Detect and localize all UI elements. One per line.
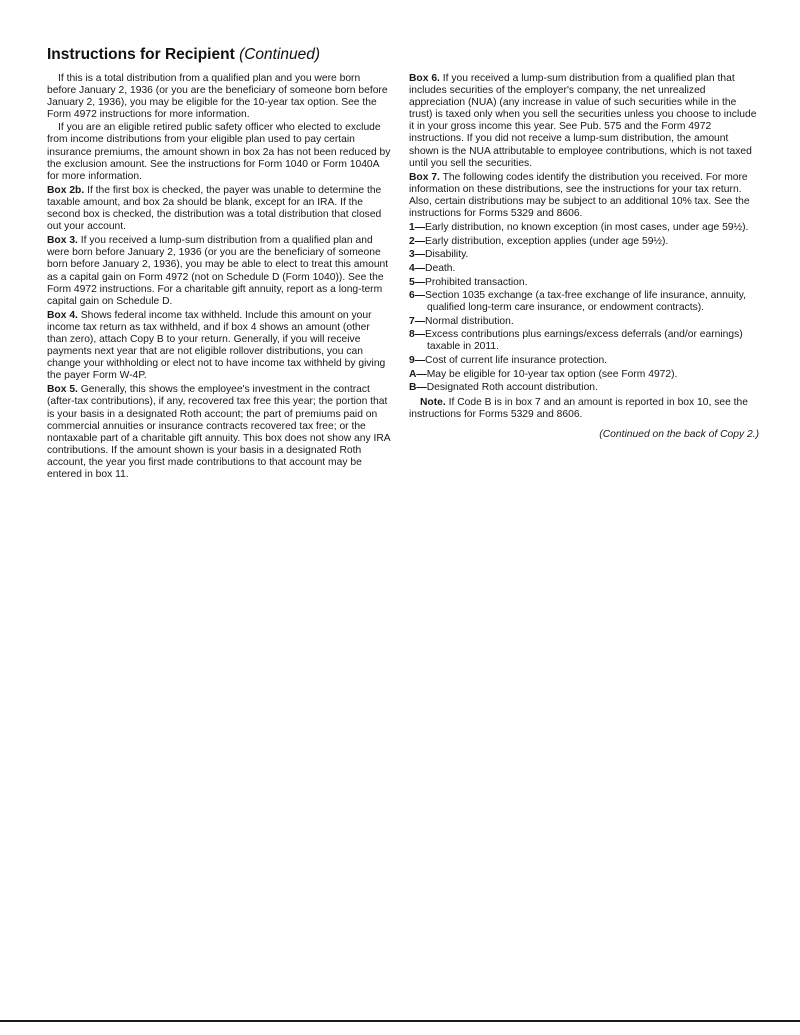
box-3-label: Box 3.: [47, 235, 78, 247]
instructions-page: [47, 46, 759, 482]
box-5-paragraph: [47, 384, 391, 481]
code-3-text: Disability.: [425, 249, 469, 261]
code-item-8: [409, 329, 759, 353]
right-column: [409, 73, 759, 441]
code-2-label: 2—: [409, 235, 426, 247]
code-item-5: [409, 277, 759, 289]
box-5-label: Box 5.: [47, 384, 78, 396]
box-4-paragraph: [47, 310, 391, 383]
code-9-label: 9—: [409, 355, 426, 367]
code-4-label: 4—: [409, 262, 426, 274]
page-title-text: Instructions for Recipient: [47, 46, 235, 63]
box-6-paragraph: [409, 73, 759, 170]
code-item-B: [409, 382, 759, 394]
box-2b-text: If the first box is checked, the payer was unable to determine the taxable amount, and box 2a should be blank, except for an IRA. If the second box is checked, the distribution was a total distribution that closed out your account.: [47, 184, 382, 233]
box-7-label: Box 7.: [409, 171, 440, 183]
code-7-text: Normal distribution.: [425, 315, 514, 327]
intro-paragraph-1: If this is a total distribution from a qualified plan and you were born before January 2, 1936 (or you are the beneficiary of someone born before January 2, 1936), you may be eligible for the 10-year tax option. See the Form 4972 instructions for more information.: [47, 73, 388, 121]
note-text: If Code B is in box 7 and an amount is reported in box 10, see the instructions for Forms 5329 and 8606.: [409, 397, 748, 421]
box-6-label: Box 6.: [409, 73, 440, 84]
code-4-text: Death.: [425, 262, 456, 274]
code-5-label: 5—: [409, 276, 426, 288]
code-8-label: 8—: [409, 329, 426, 341]
box-4-text: Shows federal income tax withheld. Include this amount on your income tax return as tax withheld, and if box 4 shows an amount (other than zero), attach Copy B to your return. Generally, if you will receive payments next year that are not eligible rollover distributions, you can change your withholding or elect not to have income tax withheld by giving the payer Form W-4P.: [47, 309, 386, 382]
code-6-label: 6—: [409, 290, 426, 302]
code-2-text: Early distribution, exception applies (under age 59½).: [425, 235, 669, 247]
code-item-7: [409, 316, 759, 328]
code-item-4: [409, 263, 759, 275]
left-column: [47, 73, 391, 482]
page-bottom-rule: [0, 1020, 800, 1022]
box-4-label: Box 4.: [47, 309, 78, 321]
code-item-A: [409, 369, 759, 381]
code-9-text: Cost of current life insurance protection.: [425, 355, 608, 367]
code-a-text: May be eligible for 10-year tax option (see Form 4972).: [426, 368, 678, 380]
box-2b-label: Box 2b.: [47, 184, 85, 196]
page-title: [47, 46, 759, 64]
code-b-text: Designated Roth account distribution.: [426, 382, 598, 394]
code-item-9: [409, 355, 759, 367]
intro-paragraph-2: If you are an eligible retired public safety officer who elected to exclude from income distributions from your eligible plan used to pay certain insurance premiums, the amount shown in box 2a has not been reduced by the exclusion amount. See the instructions for Form 1040 or Form 1040A for more information.: [47, 122, 391, 182]
code-b-label: B—: [409, 382, 427, 394]
box-3-text: If you received a lump-sum distribution from a qualified plan and were born before January 2, 1936 (or you are the beneficiary of someone born before January 2, 1936), you may be able to elect to treat this amount as a capital gain on Form 4972 (not on Schedule D (Form 1040)). See the Form 4972 instructions. For a charitable gift annuity, report as a long-term capital gain on Schedule D.: [47, 235, 389, 307]
box-6-text: If you received a lump-sum distribution from a qualified plan that includes securities of the employer's company, the net unrealized appreciation (NUA) (any increase in value of such securities while in the trust) is taxed only when you sell the securities unless you choose to include it in your gross income this year. See Pub. 575 and the Form 4972 instructions. If you did not receive a lump-sum distribution, the amount shown is the NUA attributable to employee contributions, which is not taxed until you sell the securities.: [409, 73, 757, 169]
box-7-text: The following codes identify the distribution you received. For more information on these distributions, see the instructions for your tax return. Also, certain distributions may be subject to an additional 10% tax. See the instructions for Forms 5329 and 8606.: [409, 171, 750, 220]
code-1-text: Early distribution, no known exception (in most cases, under age 59½).: [425, 222, 749, 234]
code-1-label: 1—: [409, 222, 426, 234]
code-item-1: [409, 222, 759, 234]
code-item-3: [409, 249, 759, 261]
code-item-2: [409, 236, 759, 248]
code-6-text: Section 1035 exchange (a tax-free exchange of life insurance, annuity, qualified long-term care insurance, or endowment contracts).: [425, 290, 746, 314]
code-8-text: Excess contributions plus earnings/excess deferrals (and/or earnings) taxable in 2011.: [425, 329, 743, 353]
code-a-label: A—: [409, 368, 427, 380]
code-item-6: [409, 290, 759, 314]
box-5-text: Generally, this shows the employee's investment in the contract (after-tax contributions), if any, recovered tax free this year; the portion that is your basis in a designated Roth account; the part of premiums paid on commercial annuities or insurance contracts recovered tax free; or the nontaxable part of a charitable gift annuity. This box does not show any IRA contributions. If the amount shown is your basis in a designated Roth account, the year you first made contributions to that account may be entered in box 11.: [47, 384, 391, 480]
code-7-label: 7—: [409, 315, 426, 327]
code-3-label: 3—: [409, 249, 426, 261]
box-7-paragraph: [409, 172, 759, 220]
note-label: Note.: [420, 397, 446, 409]
two-column-layout: [47, 73, 759, 482]
code-5-text: Prohibited transaction.: [425, 276, 528, 288]
distribution-codes-list: [409, 222, 759, 394]
box-3-paragraph: [47, 235, 391, 308]
box-2b-paragraph: [47, 185, 391, 233]
note-paragraph: [409, 397, 759, 421]
footer-continued: (Continued on the back of Copy 2.): [599, 428, 759, 440]
page-title-continued: (Continued): [239, 46, 321, 63]
